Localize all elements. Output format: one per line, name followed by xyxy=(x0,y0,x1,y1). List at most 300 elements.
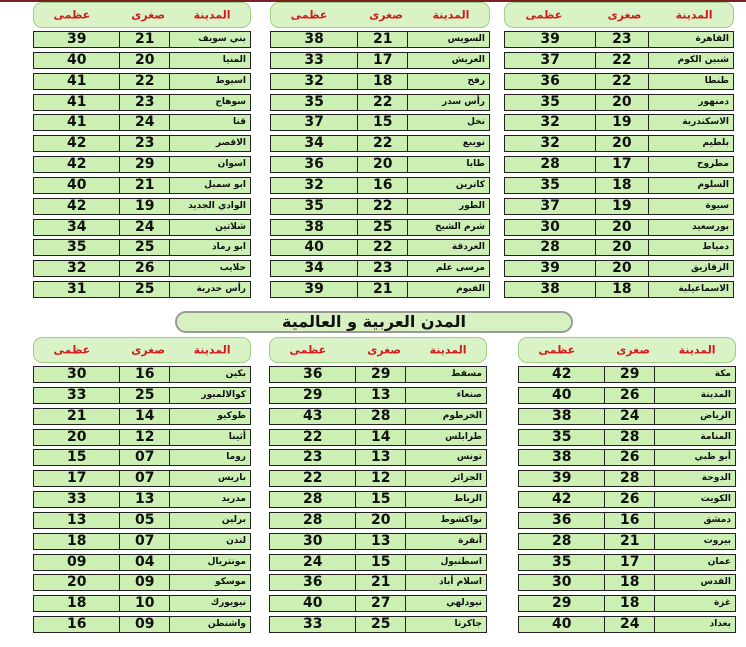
city-name-cell: طوكيو xyxy=(217,410,246,421)
table-row xyxy=(504,281,734,298)
table-row xyxy=(33,177,251,194)
header-max: عظمى xyxy=(538,343,576,357)
min-temp-cell: 21 xyxy=(120,178,170,193)
table-row xyxy=(270,52,490,69)
column-header xyxy=(518,337,736,363)
table-row xyxy=(269,366,487,383)
min-temp-cell: 21 xyxy=(120,32,170,47)
city-name-cell: غزة xyxy=(713,598,731,609)
city-name-cell: تونس xyxy=(456,452,482,463)
table-row xyxy=(33,574,251,591)
table-row xyxy=(518,429,736,446)
table-row xyxy=(270,135,490,152)
max-temp-cell: 28 xyxy=(505,157,596,172)
min-temp-cell: 09 xyxy=(120,575,170,590)
city-name-cell: دمياط xyxy=(702,242,729,253)
table-row xyxy=(269,574,487,591)
table-row xyxy=(33,198,251,215)
min-temp-cell: 25 xyxy=(120,282,170,297)
min-temp-cell: 12 xyxy=(120,430,170,445)
column-header xyxy=(33,337,251,363)
city-name-cell: المنيا xyxy=(222,54,246,65)
city-name-cell: نيويورك xyxy=(210,598,246,609)
max-temp-cell: 32 xyxy=(271,178,358,193)
rows-container xyxy=(269,366,487,637)
city-name-cell: كوالالمبور xyxy=(201,389,246,400)
min-temp-cell: 22 xyxy=(358,136,408,151)
city-name-cell: دمنهور xyxy=(698,96,729,107)
min-temp-cell: 18 xyxy=(605,575,655,590)
city-name-cell: السويس xyxy=(447,34,485,44)
min-temp-cell: 19 xyxy=(596,115,648,130)
min-temp-cell: 20 xyxy=(596,95,648,110)
city-name-cell: أثينا xyxy=(228,431,246,442)
table-row xyxy=(518,595,736,612)
min-temp-cell: 14 xyxy=(120,409,170,424)
table-row xyxy=(270,239,490,256)
city-name-cell: بلطيم xyxy=(702,138,729,149)
city-name-cell: طنطا xyxy=(704,75,729,86)
header-min: صغرى xyxy=(131,8,165,22)
table-row xyxy=(33,52,251,69)
max-temp-cell: 36 xyxy=(505,74,596,89)
max-temp-cell: 30 xyxy=(505,220,596,235)
max-temp-cell: 38 xyxy=(271,220,358,235)
max-temp-cell: 39 xyxy=(505,32,596,47)
min-temp-cell: 22 xyxy=(358,95,408,110)
table-row xyxy=(33,281,251,298)
min-temp-cell: 22 xyxy=(596,74,648,89)
table-row xyxy=(33,616,251,633)
city-name-cell: الاسماعيلية xyxy=(678,284,729,295)
min-temp-cell: 17 xyxy=(605,555,655,570)
table-row xyxy=(269,595,487,612)
city-name-cell: الاقصر xyxy=(215,138,246,149)
city-name-cell: جاكرتا xyxy=(454,619,482,630)
max-temp-cell: 43 xyxy=(270,409,356,424)
table-row xyxy=(33,595,251,612)
max-temp-cell: 28 xyxy=(270,492,356,507)
city-name-cell: الزقازيق xyxy=(690,263,729,274)
min-temp-cell: 21 xyxy=(358,282,408,297)
min-temp-cell: 21 xyxy=(358,32,408,47)
max-temp-cell: 33 xyxy=(271,53,358,68)
table-row xyxy=(269,616,487,633)
city-name-cell: عمان xyxy=(707,556,731,567)
min-temp-cell: 20 xyxy=(596,136,648,151)
table-row xyxy=(518,408,736,425)
max-temp-cell: 40 xyxy=(270,596,356,611)
max-temp-cell: 39 xyxy=(519,471,605,486)
min-temp-cell: 28 xyxy=(356,409,406,424)
max-temp-cell: 39 xyxy=(271,282,358,297)
city-name-cell: الوادي الجديد xyxy=(188,200,246,211)
city-name-cell: طابا xyxy=(466,159,485,170)
max-temp-cell: 23 xyxy=(270,450,356,465)
min-temp-cell: 23 xyxy=(596,32,648,47)
min-temp-cell: 07 xyxy=(120,534,170,549)
city-name-cell: شبين الكوم xyxy=(677,54,729,65)
table-row xyxy=(270,94,490,111)
table-row xyxy=(504,156,734,173)
city-name-cell: نويبع xyxy=(462,138,485,149)
table-egypt-b xyxy=(270,2,490,307)
min-temp-cell: 20 xyxy=(596,240,648,255)
min-temp-cell: 16 xyxy=(120,367,170,382)
max-temp-cell: 35 xyxy=(505,178,596,193)
max-temp-cell: 32 xyxy=(505,115,596,130)
table-row xyxy=(504,94,734,111)
min-temp-cell: 25 xyxy=(120,240,170,255)
table-world xyxy=(33,337,251,642)
min-temp-cell: 15 xyxy=(358,115,408,130)
min-temp-cell: 14 xyxy=(356,430,406,445)
city-name-cell: مكة xyxy=(714,369,731,379)
city-name-cell: الدوحة xyxy=(701,473,731,484)
city-name-cell: مرسى علم xyxy=(435,263,485,274)
table-arab-b xyxy=(269,337,487,642)
table-row xyxy=(33,554,251,571)
city-name-cell: نيودلهي xyxy=(446,598,482,609)
min-temp-cell: 20 xyxy=(596,220,648,235)
max-temp-cell: 37 xyxy=(271,115,358,130)
city-name-cell: مدريد xyxy=(221,494,246,505)
header-max: عظمى xyxy=(53,343,91,357)
city-name-cell: ابو سمبل xyxy=(204,179,246,190)
table-row xyxy=(518,449,736,466)
max-temp-cell: 35 xyxy=(519,430,605,445)
max-temp-cell: 31 xyxy=(34,282,120,297)
city-name-cell: بورسعيد xyxy=(691,221,729,232)
table-row xyxy=(518,616,736,633)
max-temp-cell: 42 xyxy=(34,157,120,172)
max-temp-cell: 18 xyxy=(34,596,120,611)
max-temp-cell: 41 xyxy=(34,95,120,110)
max-temp-cell: 24 xyxy=(270,555,356,570)
city-name-cell: طرابلس xyxy=(445,431,482,442)
table-row xyxy=(33,512,251,529)
min-temp-cell: 22 xyxy=(120,74,170,89)
table-row xyxy=(270,177,490,194)
city-name-cell: مونتريال xyxy=(207,556,246,567)
header-city: المدينة xyxy=(675,8,713,22)
rows-container xyxy=(33,366,251,637)
table-row xyxy=(33,219,251,236)
table-row xyxy=(33,533,251,550)
city-name-cell: نواكشوط xyxy=(440,514,482,525)
city-name-cell: السلوم xyxy=(697,179,729,190)
header-max: عظمى xyxy=(53,8,91,22)
table-row xyxy=(33,449,251,466)
max-temp-cell: 30 xyxy=(270,534,356,549)
table-row xyxy=(269,533,487,550)
max-temp-cell: 22 xyxy=(270,471,356,486)
city-name-cell: روما xyxy=(226,452,246,463)
rows-container xyxy=(518,366,736,637)
min-temp-cell: 20 xyxy=(358,157,408,172)
header-min: صغرى xyxy=(369,8,403,22)
table-row xyxy=(33,94,251,111)
table-row xyxy=(33,73,251,90)
max-temp-cell: 33 xyxy=(34,388,120,403)
min-temp-cell: 18 xyxy=(605,596,655,611)
city-name-cell: المدينة xyxy=(700,389,731,400)
rows-container xyxy=(270,31,490,302)
min-temp-cell: 18 xyxy=(358,74,408,89)
min-temp-cell: 13 xyxy=(356,534,406,549)
max-temp-cell: 20 xyxy=(34,430,120,445)
max-temp-cell: 18 xyxy=(34,534,120,549)
min-temp-cell: 07 xyxy=(120,471,170,486)
table-row xyxy=(33,387,251,404)
city-name-cell: بغداد xyxy=(709,619,731,630)
table-egypt-c xyxy=(33,2,251,307)
max-temp-cell: 21 xyxy=(34,409,120,424)
table-row xyxy=(518,512,736,529)
table-row xyxy=(33,31,251,48)
min-temp-cell: 17 xyxy=(358,53,408,68)
city-name-cell: الجزائر xyxy=(451,473,482,484)
table-row xyxy=(269,470,487,487)
min-temp-cell: 13 xyxy=(356,450,406,465)
city-name-cell: مطروح xyxy=(696,159,729,170)
header-min: صغرى xyxy=(607,8,642,22)
city-name-cell: بكين xyxy=(225,369,246,379)
table-row xyxy=(269,554,487,571)
max-temp-cell: 30 xyxy=(519,575,605,590)
table-row xyxy=(269,512,487,529)
min-temp-cell: 13 xyxy=(356,388,406,403)
table-row xyxy=(504,73,734,90)
table-row xyxy=(33,260,251,277)
column-header xyxy=(269,337,487,363)
table-egypt-a xyxy=(504,2,734,307)
table-row xyxy=(269,408,487,425)
min-temp-cell: 07 xyxy=(120,450,170,465)
header-city: المدينة xyxy=(432,8,470,22)
city-name-cell: موسكو xyxy=(215,577,246,588)
table-row xyxy=(33,470,251,487)
header-city: المدينة xyxy=(193,8,231,22)
table-row xyxy=(504,31,734,48)
min-temp-cell: 28 xyxy=(605,430,655,445)
table-row xyxy=(33,408,251,425)
min-temp-cell: 10 xyxy=(120,596,170,611)
max-temp-cell: 16 xyxy=(34,617,120,632)
city-name-cell: نخل xyxy=(467,117,485,128)
min-temp-cell: 24 xyxy=(605,409,655,424)
city-name-cell: سيوة xyxy=(705,200,729,211)
max-temp-cell: 38 xyxy=(271,32,358,47)
min-temp-cell: 23 xyxy=(358,261,408,276)
city-name-cell: المنامة xyxy=(700,431,731,442)
min-temp-cell: 16 xyxy=(605,513,655,528)
min-temp-cell: 24 xyxy=(120,115,170,130)
max-temp-cell: 36 xyxy=(270,575,356,590)
table-row xyxy=(270,73,490,90)
min-temp-cell: 16 xyxy=(358,178,408,193)
city-name-cell: رأس حدربة xyxy=(196,284,246,295)
max-temp-cell: 32 xyxy=(271,74,358,89)
max-temp-cell: 29 xyxy=(270,388,356,403)
city-name-cell: القاهرة xyxy=(695,34,729,44)
arab-world-cities-banner: المدن العربية و العالمية xyxy=(175,311,573,333)
min-temp-cell: 13 xyxy=(120,492,170,507)
header-max: عظمى xyxy=(525,8,563,22)
min-temp-cell: 23 xyxy=(120,136,170,151)
max-temp-cell: 37 xyxy=(505,53,596,68)
min-temp-cell: 15 xyxy=(356,555,406,570)
max-temp-cell: 39 xyxy=(34,32,120,47)
min-temp-cell: 21 xyxy=(605,534,655,549)
min-temp-cell: 19 xyxy=(120,199,170,214)
min-temp-cell: 26 xyxy=(605,450,655,465)
max-temp-cell: 29 xyxy=(519,596,605,611)
table-row xyxy=(518,533,736,550)
header-min: صغرى xyxy=(616,343,650,357)
city-name-cell: العريش xyxy=(451,54,485,65)
max-temp-cell: 42 xyxy=(519,367,605,382)
table-row xyxy=(518,491,736,508)
table-row xyxy=(33,366,251,383)
city-name-cell: اسوان xyxy=(217,159,246,170)
table-row xyxy=(269,449,487,466)
max-temp-cell: 32 xyxy=(34,261,120,276)
city-name-cell: الطور xyxy=(458,200,485,211)
max-temp-cell: 28 xyxy=(270,513,356,528)
min-temp-cell: 24 xyxy=(120,220,170,235)
max-temp-cell: 35 xyxy=(519,555,605,570)
table-row xyxy=(269,429,487,446)
max-temp-cell: 41 xyxy=(34,115,120,130)
city-name-cell: الرياض xyxy=(700,410,731,421)
table-row xyxy=(518,387,736,404)
min-temp-cell: 09 xyxy=(120,617,170,632)
table-row xyxy=(518,554,736,571)
max-temp-cell: 40 xyxy=(519,388,605,403)
city-name-cell: الفيوم xyxy=(456,284,485,295)
city-name-cell: الكويت xyxy=(700,494,731,505)
city-name-cell: كاترين xyxy=(455,179,485,190)
city-name-cell: مسقط xyxy=(451,369,482,379)
max-temp-cell: 40 xyxy=(519,617,605,632)
city-name-cell: واشنطن xyxy=(207,619,246,630)
max-temp-cell: 40 xyxy=(271,240,358,255)
max-temp-cell: 09 xyxy=(34,555,120,570)
min-temp-cell: 25 xyxy=(356,617,406,632)
table-row xyxy=(504,260,734,277)
max-temp-cell: 40 xyxy=(34,178,120,193)
min-temp-cell: 21 xyxy=(356,575,406,590)
city-name-cell: أنقرة xyxy=(458,535,482,546)
max-temp-cell: 34 xyxy=(271,136,358,151)
min-temp-cell: 27 xyxy=(356,596,406,611)
city-name-cell: ابو رماد xyxy=(212,242,246,253)
min-temp-cell: 12 xyxy=(356,471,406,486)
header-max: عظمى xyxy=(290,8,328,22)
city-name-cell: اسطنبول xyxy=(440,556,482,567)
rows-container xyxy=(33,31,251,302)
table-row xyxy=(504,114,734,131)
city-name-cell: الخرطوم xyxy=(442,410,482,421)
column-header xyxy=(33,2,251,28)
table-row xyxy=(33,114,251,131)
city-name-cell: صنعاء xyxy=(456,389,482,400)
header-max: عظمى xyxy=(289,343,327,357)
max-temp-cell: 28 xyxy=(505,240,596,255)
header-city: المدينة xyxy=(193,343,231,357)
max-temp-cell: 40 xyxy=(34,53,120,68)
city-name-cell: شرم الشيخ xyxy=(435,221,485,232)
max-temp-cell: 42 xyxy=(34,199,120,214)
table-row xyxy=(33,135,251,152)
max-temp-cell: 37 xyxy=(505,199,596,214)
max-temp-cell: 20 xyxy=(34,575,120,590)
header-min: صغرى xyxy=(367,343,401,357)
city-name-cell: بني سويف xyxy=(198,34,246,44)
table-row xyxy=(270,156,490,173)
header-city: المدينة xyxy=(429,343,467,357)
city-name-cell: الرباط xyxy=(453,494,482,505)
max-temp-cell: 35 xyxy=(34,240,120,255)
max-temp-cell: 30 xyxy=(34,367,120,382)
city-name-cell: بيروت xyxy=(703,535,731,546)
table-row xyxy=(504,239,734,256)
min-temp-cell: 20 xyxy=(596,261,648,276)
min-temp-cell: 22 xyxy=(358,199,408,214)
max-temp-cell: 38 xyxy=(519,409,605,424)
min-temp-cell: 24 xyxy=(605,617,655,632)
city-name-cell: لندن xyxy=(226,535,246,546)
table-row xyxy=(504,177,734,194)
min-temp-cell: 20 xyxy=(120,53,170,68)
column-header xyxy=(270,2,490,28)
max-temp-cell: 35 xyxy=(271,199,358,214)
table-row xyxy=(518,366,736,383)
header-city: المدينة xyxy=(678,343,716,357)
table-row xyxy=(269,491,487,508)
min-temp-cell: 04 xyxy=(120,555,170,570)
max-temp-cell: 36 xyxy=(519,513,605,528)
max-temp-cell: 22 xyxy=(270,430,356,445)
max-temp-cell: 39 xyxy=(505,261,596,276)
city-name-cell: شلاتين xyxy=(215,221,246,232)
min-temp-cell: 17 xyxy=(596,157,648,172)
min-temp-cell: 23 xyxy=(120,95,170,110)
max-temp-cell: 34 xyxy=(34,220,120,235)
max-temp-cell: 33 xyxy=(34,492,120,507)
max-temp-cell: 38 xyxy=(519,450,605,465)
min-temp-cell: 25 xyxy=(120,388,170,403)
table-row xyxy=(33,156,251,173)
min-temp-cell: 22 xyxy=(358,240,408,255)
min-temp-cell: 29 xyxy=(120,157,170,172)
city-name-cell: حلايب xyxy=(219,263,246,274)
city-name-cell: دمشق xyxy=(703,514,731,525)
min-temp-cell: 05 xyxy=(120,513,170,528)
min-temp-cell: 28 xyxy=(605,471,655,486)
city-name-cell: الاسكندرية xyxy=(682,117,729,128)
rows-container xyxy=(504,31,734,302)
table-row xyxy=(33,429,251,446)
min-temp-cell: 25 xyxy=(358,220,408,235)
table-row xyxy=(270,198,490,215)
max-temp-cell: 42 xyxy=(34,136,120,151)
max-temp-cell: 42 xyxy=(519,492,605,507)
table-row xyxy=(504,198,734,215)
min-temp-cell: 18 xyxy=(596,282,648,297)
table-row xyxy=(33,491,251,508)
